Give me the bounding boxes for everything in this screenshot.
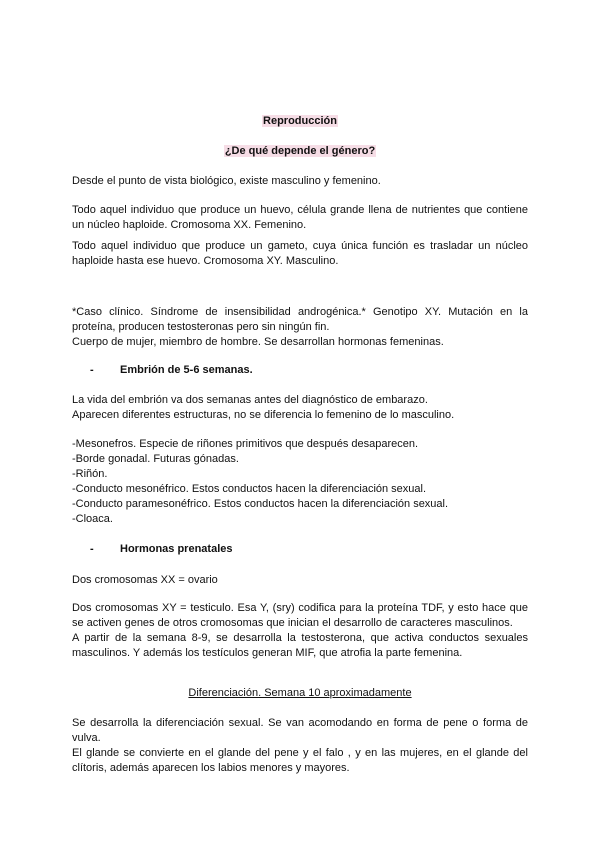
text-line: *Caso clínico. Síndrome de insensibilidad androgénica.* Genotipo XY. Mutación en la — [72, 306, 528, 318]
text-line: vulva. — [72, 732, 101, 744]
text-line: proteína, producen testosteronas pero sin ningún fin. — [72, 321, 330, 333]
text-line: El glande se convierte en el glande del pene y el falo , y en las mujeres, en el glande del — [72, 747, 528, 759]
heading-differentiation: Diferenciación. Semana 10 aproximadamente — [188, 687, 412, 699]
paragraph-clinical-case — [72, 305, 528, 350]
text-line: La vida del embrión va dos semanas antes del diagnóstico de embarazo. — [72, 394, 428, 406]
list-item: -Conducto mesonéfrico. Estos conductos hacen la diferenciación sexual. — [72, 483, 427, 495]
heading-text: Embrión de 5-6 semanas. — [120, 364, 253, 376]
text-line: haploide hasta ese huevo. Cromosoma XY. Masculino. — [72, 255, 339, 267]
list-item: -Conducto paramesonéfrico. Estos conductos hacen la diferenciación sexual. — [72, 498, 449, 510]
text-line: Aparecen diferentes estructuras, no se diferencia lo femenino de lo masculino. — [72, 409, 455, 421]
paragraph-xx — [72, 573, 528, 588]
text-line: Todo aquel individuo que produce un huevo, célula grande llena de nutrientes que contiene — [72, 204, 528, 216]
document-subtitle: ¿De qué depende el género? — [224, 145, 376, 157]
text-line: Cuerpo de mujer, miembro de hombre. Se desarrollan hormonas femeninas. — [72, 336, 444, 348]
list-item: -Cloaca. — [72, 513, 113, 525]
text-line: clítoris, además aparecen los labios menores y mayores. — [72, 762, 350, 774]
text-line: Se desarrolla la diferenciación sexual. Se van acomodando en forma de pene o forma de — [72, 717, 528, 729]
text-line: Dos cromosomas XY = testiculo. Esa Y, (sry) codifica para la proteína TDF, y esto hace que — [72, 602, 528, 614]
text-line: Todo aquel individuo que produce un gameto, cuya única función es trasladar un núcleo — [72, 240, 528, 252]
text-line: se activen genes de otros cromosomas que inician el desarrollo de caracteres masculinos. — [72, 617, 513, 629]
heading-embryo — [72, 364, 528, 376]
text-line: Desde el punto de vista biológico, existe masculino y femenino. — [72, 175, 381, 187]
list-item: -Riñón. — [72, 468, 108, 480]
paragraph-differentiation — [72, 716, 528, 776]
bullet: - — [90, 543, 94, 555]
heading-hormones — [72, 543, 528, 555]
paragraph-xy — [72, 601, 528, 661]
paragraph-intro — [72, 174, 528, 189]
paragraph-female — [72, 203, 528, 233]
text-line: Dos cromosomas XX = ovario — [72, 574, 218, 586]
list-item: -Borde gonadal. Futuras gónadas. — [72, 453, 239, 465]
list-item: -Mesonefros. Especie de riñones primitivos que después desaparecen. — [72, 438, 419, 450]
heading-text: Hormonas prenatales — [120, 543, 233, 555]
paragraph-embryo — [72, 393, 528, 423]
text-line: un núcleo haploide. Cromosoma XX. Femenino. — [72, 219, 307, 231]
document-title: Reproducción — [263, 115, 337, 127]
text-line: masculinos. Y además los testículos generan MIF, que atrofia la parte femenina. — [72, 647, 463, 659]
paragraph-male — [72, 239, 528, 269]
structures-list — [72, 437, 528, 527]
text-line: A partir de la semana 8-9, se desarrolla la testosterona, que activa conductos sexuales — [72, 632, 528, 644]
bullet: - — [90, 364, 94, 376]
